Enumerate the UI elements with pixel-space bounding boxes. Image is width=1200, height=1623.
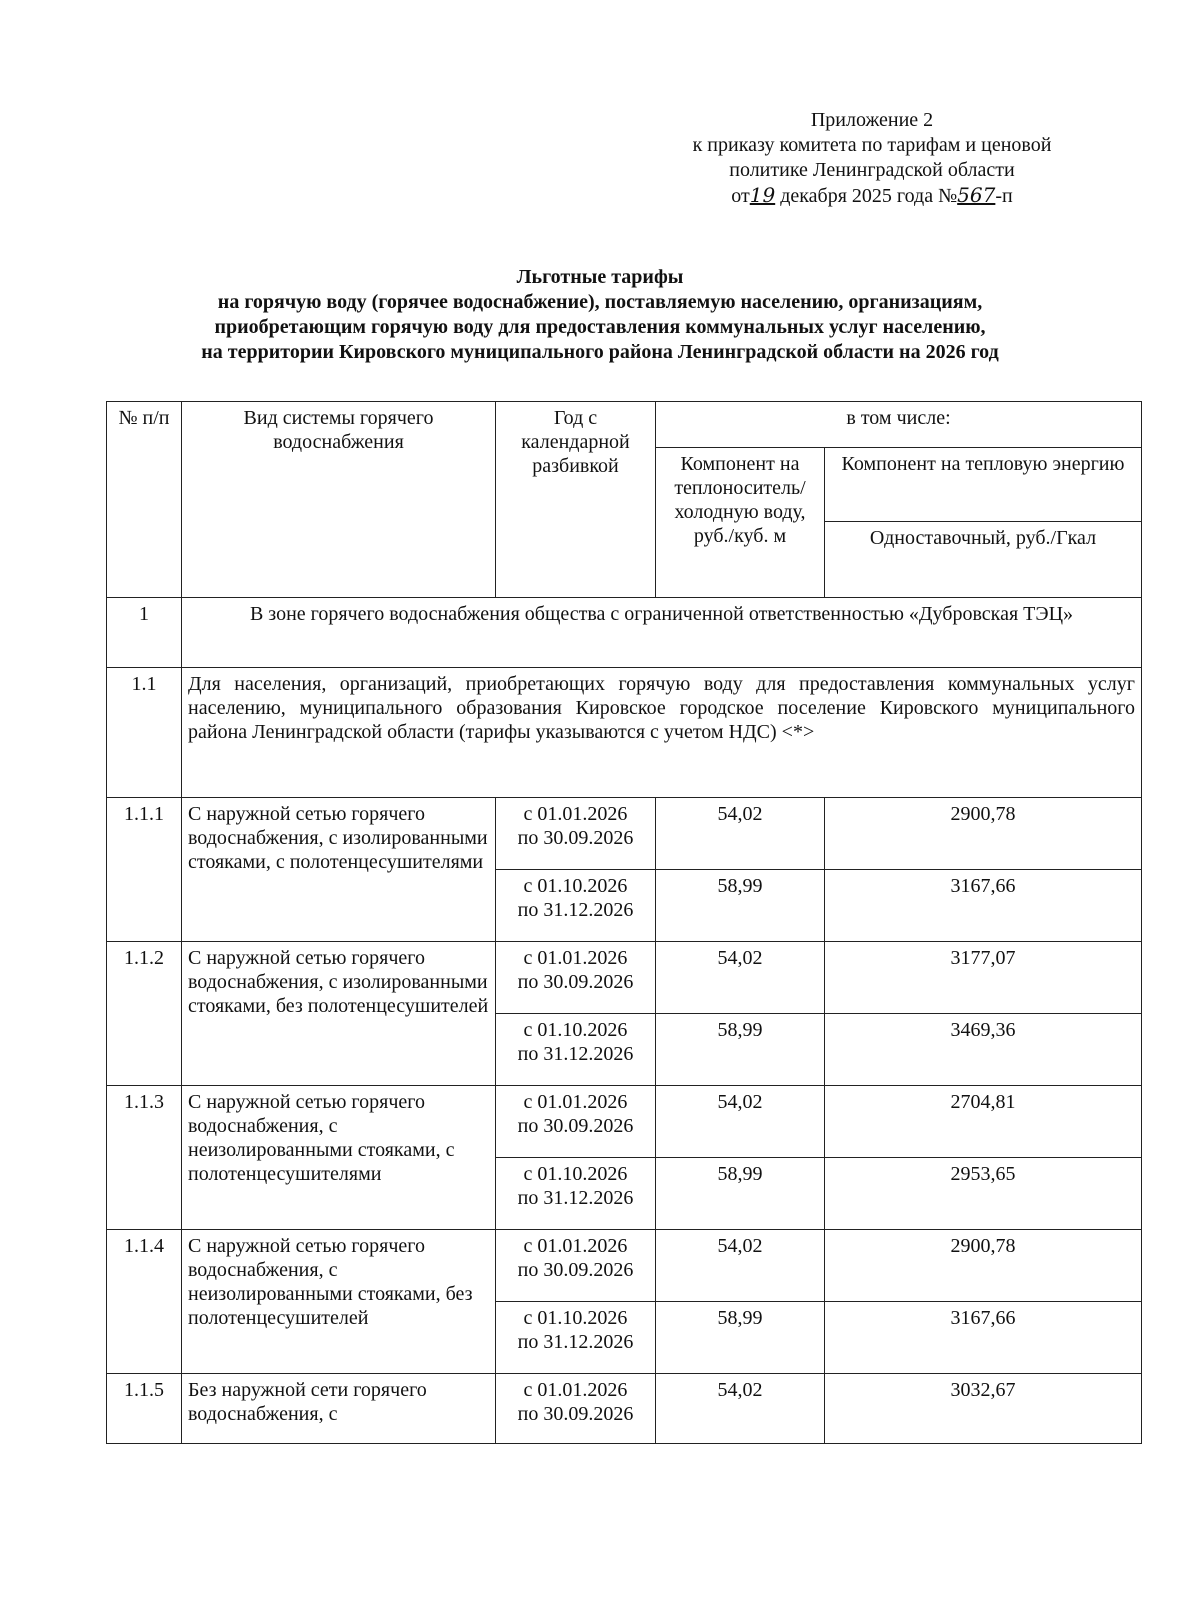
period-from: с 01.10.2026 [523, 875, 628, 897]
heat-value: 2953,65 [825, 1158, 1142, 1230]
heat-value: 3032,67 [825, 1374, 1142, 1444]
water-value: 54,02 [656, 1086, 825, 1158]
handwritten-day: 19 [749, 183, 776, 207]
period-to: по 30.09.2026 [517, 827, 634, 849]
date-prefix: от [731, 185, 750, 207]
appendix-line: к приказу комитета по тарифам и ценовой [692, 134, 1052, 156]
period-to: по 30.09.2026 [517, 1403, 634, 1425]
water-value: 58,99 [656, 1014, 825, 1086]
heat-value: 2900,78 [825, 798, 1142, 870]
title-line: приобретающим горячую воду для предоставления коммунальных услуг населению, [214, 316, 986, 338]
row-desc: Без наружной сети горячего водоснабжения, с [182, 1374, 496, 1444]
row-desc: С наружной сетью горячего водоснабжения, с изолированными стояками, с полотенцесушителями [182, 798, 496, 942]
period-to: по 30.09.2026 [517, 1115, 634, 1137]
heat-value: 2900,78 [825, 1230, 1142, 1302]
water-value: 54,02 [656, 798, 825, 870]
section-text: В зоне горячего водоснабжения общества с ограниченной ответственностью «Дубровская ТЭЦ» [182, 598, 1142, 668]
water-value: 54,02 [656, 942, 825, 1014]
period-cell [496, 870, 656, 942]
subsection-text: Для населения, организаций, приобретающих горячую воду для предоставления коммунальных услуг населению, муниципального образования Кировское городское поселение Кировского муниципального района Ленинградской области (тарифы указываются с учетом НДС) <*> [182, 668, 1142, 798]
period-from: с 01.10.2026 [523, 1163, 628, 1185]
period-cell [496, 798, 656, 870]
table-row [107, 798, 1142, 870]
subsection-row [107, 668, 1142, 798]
document-title [100, 265, 1100, 365]
appendix-line: политике Ленинградской области [729, 159, 1015, 181]
period-to: по 31.12.2026 [517, 1187, 634, 1209]
period-cell [496, 1158, 656, 1230]
section-num: 1 [107, 598, 182, 668]
appendix-title: Приложение 2 [810, 109, 934, 131]
title-line: на горячую воду (горячее водоснабжение), поставляемую населению, организациям, [217, 291, 983, 313]
water-value: 58,99 [656, 870, 825, 942]
period-from: с 01.01.2026 [523, 1379, 628, 1401]
table-row [107, 1086, 1142, 1158]
row-desc: С наружной сетью горячего водоснабжения, с изолированными стояками, без полотенцесушителей [182, 942, 496, 1086]
table-header-row [107, 402, 1142, 448]
heat-value: 3167,66 [825, 870, 1142, 942]
date-middle: декабря 2025 года № [780, 185, 958, 207]
row-num: 1.1.3 [107, 1086, 182, 1230]
tariff-table [106, 401, 1142, 1444]
number-suffix: -п [995, 185, 1013, 207]
heat-value: 3177,07 [825, 942, 1142, 1014]
handwritten-number: 567 [957, 183, 996, 207]
section-row [107, 598, 1142, 668]
header-component-heat: Компонент на тепловую энергию [825, 448, 1142, 522]
header-system: Вид системы горячего водоснабжения [182, 402, 496, 598]
period-cell [496, 1086, 656, 1158]
period-from: с 01.10.2026 [523, 1307, 628, 1329]
heat-value: 3469,36 [825, 1014, 1142, 1086]
header-including: в том числе: [656, 402, 1142, 448]
row-desc: С наружной сетью горячего водоснабжения, с неизолированными стояками, с полотенцесушителями [182, 1086, 496, 1230]
header-component-water: Компонент на теплоноситель/ холодную воду, руб./куб. м [656, 448, 825, 598]
title-line: Льготные тарифы [516, 266, 684, 288]
period-from: с 01.01.2026 [523, 803, 628, 825]
row-num: 1.1.5 [107, 1374, 182, 1444]
row-desc: С наружной сетью горячего водоснабжения, с неизолированными стояками, без полотенцесушителей [182, 1230, 496, 1374]
heat-value: 2704,81 [825, 1086, 1142, 1158]
row-num: 1.1.1 [107, 798, 182, 942]
period-from: с 01.01.2026 [523, 1235, 628, 1257]
water-value: 58,99 [656, 1158, 825, 1230]
table-row [107, 1230, 1142, 1302]
heat-value: 3167,66 [825, 1302, 1142, 1374]
period-to: по 30.09.2026 [517, 1259, 634, 1281]
title-line: на территории Кировского муниципального района Ленинградской области на 2026 год [201, 341, 999, 363]
water-value: 58,99 [656, 1302, 825, 1374]
period-from: с 01.01.2026 [523, 947, 628, 969]
period-from: с 01.01.2026 [523, 1091, 628, 1113]
table-row [107, 942, 1142, 1014]
appendix-block [600, 108, 1144, 209]
row-num: 1.1.2 [107, 942, 182, 1086]
water-value: 54,02 [656, 1230, 825, 1302]
appendix-date-line [600, 183, 1144, 209]
period-to: по 31.12.2026 [517, 1331, 634, 1353]
period-cell [496, 1230, 656, 1302]
period-to: по 31.12.2026 [517, 1043, 634, 1065]
header-single-rate: Одноставочный, руб./Гкал [825, 522, 1142, 598]
header-num: № п/п [107, 402, 182, 598]
water-value: 54,02 [656, 1374, 825, 1444]
row-num: 1.1.4 [107, 1230, 182, 1374]
period-to: по 31.12.2026 [517, 899, 634, 921]
table-row [107, 1374, 1142, 1444]
period-to: по 30.09.2026 [517, 971, 634, 993]
subsection-num: 1.1 [107, 668, 182, 798]
period-cell [496, 1014, 656, 1086]
period-from: с 01.10.2026 [523, 1019, 628, 1041]
header-period: Год с календарной разбивкой [496, 402, 656, 598]
period-cell [496, 1374, 656, 1444]
period-cell [496, 1302, 656, 1374]
period-cell [496, 942, 656, 1014]
